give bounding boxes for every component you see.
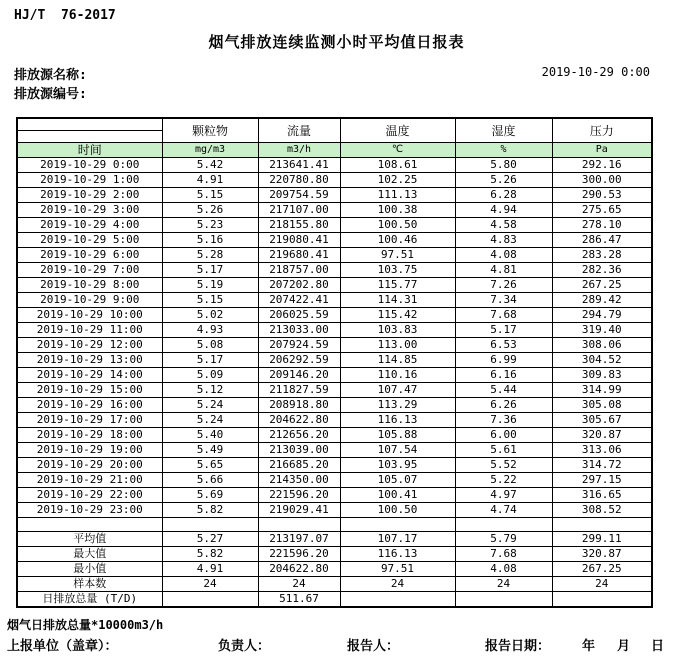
value-cell: 207924.59 — [258, 338, 340, 353]
value-cell: 282.36 — [552, 263, 652, 278]
value-cell: 4.74 — [455, 503, 552, 518]
empty-cell — [552, 518, 652, 532]
unit-cell: mg/m3 — [162, 143, 258, 158]
table-row — [17, 368, 652, 383]
table-row — [17, 293, 652, 308]
footnote: 烟气日排放总量*10000m3/h — [7, 618, 164, 632]
value-cell: 5.40 — [162, 428, 258, 443]
value-cell: 4.93 — [162, 323, 258, 338]
table-row — [17, 532, 652, 547]
value-cell: 102.25 — [340, 173, 455, 188]
time-cell: 2019-10-29 21:00 — [17, 473, 162, 488]
value-cell: 105.07 — [340, 473, 455, 488]
value-cell: 24 — [455, 577, 552, 592]
table-row — [17, 443, 652, 458]
report-datetime: 2019-10-29 0:00 — [541, 65, 650, 79]
report-date-label: 报告日期： — [485, 639, 551, 654]
time-cell: 2019-10-29 19:00 — [17, 443, 162, 458]
value-cell: 4.08 — [455, 248, 552, 263]
table-row — [17, 428, 652, 443]
value-cell: 5.17 — [455, 323, 552, 338]
value-cell: 5.24 — [162, 398, 258, 413]
value-cell: 7.68 — [455, 308, 552, 323]
value-cell: 103.75 — [340, 263, 455, 278]
value-cell: 299.11 — [552, 532, 652, 547]
table-row — [17, 413, 652, 428]
spacer-section — [17, 518, 652, 532]
value-cell: 5.24 — [162, 413, 258, 428]
table-row — [17, 503, 652, 518]
table-row — [17, 173, 652, 188]
value-cell: 103.95 — [340, 458, 455, 473]
value-cell: 308.06 — [552, 338, 652, 353]
value-cell: 212656.20 — [258, 428, 340, 443]
time-cell: 2019-10-29 22:00 — [17, 488, 162, 503]
value-cell: 5.15 — [162, 188, 258, 203]
value-cell: 5.08 — [162, 338, 258, 353]
value-cell: 292.16 — [552, 158, 652, 173]
value-cell: 209754.59 — [258, 188, 340, 203]
value-cell: 4.91 — [162, 562, 258, 577]
value-cell: 100.38 — [340, 203, 455, 218]
time-cell: 2019-10-29 6:00 — [17, 248, 162, 263]
value-cell: 221596.20 — [258, 488, 340, 503]
empty-cell — [17, 118, 162, 131]
value-cell: 220780.80 — [258, 173, 340, 188]
value-cell: 5.16 — [162, 233, 258, 248]
value-cell: 5.61 — [455, 443, 552, 458]
value-cell: 221596.20 — [258, 547, 340, 562]
value-cell: 113.00 — [340, 338, 455, 353]
value-cell: 115.42 — [340, 308, 455, 323]
value-cell: 219680.41 — [258, 248, 340, 263]
value-cell: 7.26 — [455, 278, 552, 293]
value-cell: 300.00 — [552, 173, 652, 188]
value-cell: 5.17 — [162, 263, 258, 278]
value-cell: 5.26 — [455, 173, 552, 188]
empty-cell — [162, 518, 258, 532]
table-row — [17, 308, 652, 323]
value-cell: 217107.00 — [258, 203, 340, 218]
time-cell: 2019-10-29 15:00 — [17, 383, 162, 398]
value-cell: 24 — [340, 577, 455, 592]
data-rows — [17, 158, 652, 518]
value-cell: 511.67 — [258, 592, 340, 608]
value-cell: 5.15 — [162, 293, 258, 308]
source-name-label: 排放源名称: — [14, 68, 87, 83]
value-cell: 213039.00 — [258, 443, 340, 458]
time-cell: 2019-10-29 12:00 — [17, 338, 162, 353]
value-cell: 5.28 — [162, 248, 258, 263]
value-cell: 7.36 — [455, 413, 552, 428]
unit-cell: Pa — [552, 143, 652, 158]
table-row — [17, 338, 652, 353]
summary-rows — [17, 532, 652, 608]
value-cell: 4.81 — [455, 263, 552, 278]
column-header-flow: 流量 — [258, 118, 340, 143]
time-cell: 2019-10-29 10:00 — [17, 308, 162, 323]
value-cell: 5.26 — [162, 203, 258, 218]
time-cell: 2019-10-29 0:00 — [17, 158, 162, 173]
value-cell: 4.94 — [455, 203, 552, 218]
empty-cell — [258, 518, 340, 532]
value-cell: 297.15 — [552, 473, 652, 488]
value-cell: 5.82 — [162, 547, 258, 562]
table-row — [17, 203, 652, 218]
value-cell: 207202.80 — [258, 278, 340, 293]
time-cell: 2019-10-29 23:00 — [17, 503, 162, 518]
value-cell: 4.97 — [455, 488, 552, 503]
value-cell — [162, 592, 258, 608]
time-cell: 2019-10-29 11:00 — [17, 323, 162, 338]
value-cell: 114.31 — [340, 293, 455, 308]
value-cell: 24 — [552, 577, 652, 592]
value-cell: 24 — [162, 577, 258, 592]
summary-label-cell: 日排放总量 (T/D) — [17, 592, 162, 608]
value-cell: 219029.41 — [258, 503, 340, 518]
value-cell: 204622.80 — [258, 562, 340, 577]
value-cell: 7.34 — [455, 293, 552, 308]
value-cell: 213197.07 — [258, 532, 340, 547]
unit-cell: m3/h — [258, 143, 340, 158]
value-cell: 5.19 — [162, 278, 258, 293]
value-cell: 305.08 — [552, 398, 652, 413]
value-cell: 211827.59 — [258, 383, 340, 398]
value-cell: 304.52 — [552, 353, 652, 368]
value-cell: 309.83 — [552, 368, 652, 383]
value-cell: 218155.80 — [258, 218, 340, 233]
time-cell: 2019-10-29 14:00 — [17, 368, 162, 383]
value-cell: 267.25 — [552, 562, 652, 577]
value-cell: 5.66 — [162, 473, 258, 488]
value-cell: 4.58 — [455, 218, 552, 233]
table-row — [17, 263, 652, 278]
value-cell: 4.08 — [455, 562, 552, 577]
value-cell: 6.26 — [455, 398, 552, 413]
value-cell: 294.79 — [552, 308, 652, 323]
value-cell: 213033.00 — [258, 323, 340, 338]
value-cell: 97.51 — [340, 562, 455, 577]
page-title: 烟气排放连续监测小时平均值日报表 — [208, 33, 465, 51]
units-row — [17, 143, 652, 158]
value-cell: 5.23 — [162, 218, 258, 233]
value-cell: 314.72 — [552, 458, 652, 473]
value-cell: 7.68 — [455, 547, 552, 562]
value-cell: 214350.00 — [258, 473, 340, 488]
column-header-temperature: 温度 — [340, 118, 455, 143]
value-cell: 5.65 — [162, 458, 258, 473]
value-cell: 316.65 — [552, 488, 652, 503]
monitoring-table — [16, 117, 653, 608]
summary-label-cell: 平均值 — [17, 532, 162, 547]
value-cell: 4.91 — [162, 173, 258, 188]
time-cell: 2019-10-29 9:00 — [17, 293, 162, 308]
value-cell: 213641.41 — [258, 158, 340, 173]
value-cell: 6.53 — [455, 338, 552, 353]
value-cell: 267.25 — [552, 278, 652, 293]
value-cell: 5.79 — [455, 532, 552, 547]
column-header-humidity: 湿度 — [455, 118, 552, 143]
value-cell: 5.02 — [162, 308, 258, 323]
column-header-pressure: 压力 — [552, 118, 652, 143]
day-label: 日 — [651, 639, 665, 654]
value-cell: 6.28 — [455, 188, 552, 203]
table-row — [17, 547, 652, 562]
value-cell: 100.41 — [340, 488, 455, 503]
value-cell: 204622.80 — [258, 413, 340, 428]
value-cell: 100.50 — [340, 503, 455, 518]
value-cell: 305.67 — [552, 413, 652, 428]
value-cell: 6.99 — [455, 353, 552, 368]
time-cell: 2019-10-29 18:00 — [17, 428, 162, 443]
time-cell: 2019-10-29 17:00 — [17, 413, 162, 428]
time-cell: 2019-10-29 20:00 — [17, 458, 162, 473]
value-cell: 5.27 — [162, 532, 258, 547]
value-cell: 289.42 — [552, 293, 652, 308]
time-cell: 2019-10-29 3:00 — [17, 203, 162, 218]
value-cell: 275.65 — [552, 203, 652, 218]
year-label: 年 — [582, 639, 596, 654]
value-cell: 209146.20 — [258, 368, 340, 383]
table-row — [17, 233, 652, 248]
time-cell: 2019-10-29 1:00 — [17, 173, 162, 188]
value-cell: 116.13 — [340, 413, 455, 428]
value-cell: 113.29 — [340, 398, 455, 413]
responsible-person-label: 负责人： — [218, 639, 271, 654]
value-cell: 107.47 — [340, 383, 455, 398]
value-cell: 115.77 — [340, 278, 455, 293]
value-cell: 5.17 — [162, 353, 258, 368]
summary-label-cell: 样本数 — [17, 577, 162, 592]
spacer-row — [17, 518, 652, 532]
value-cell: 208918.80 — [258, 398, 340, 413]
table-row — [17, 383, 652, 398]
value-cell: 5.80 — [455, 158, 552, 173]
value-cell: 219080.41 — [258, 233, 340, 248]
time-cell: 2019-10-29 5:00 — [17, 233, 162, 248]
empty-cell — [17, 518, 162, 532]
value-cell — [552, 592, 652, 608]
table-row — [17, 488, 652, 503]
value-cell: 100.46 — [340, 233, 455, 248]
value-cell: 283.28 — [552, 248, 652, 263]
value-cell: 206025.59 — [258, 308, 340, 323]
value-cell: 116.13 — [340, 547, 455, 562]
table-row — [17, 562, 652, 577]
empty-cell — [340, 518, 455, 532]
time-cell: 2019-10-29 7:00 — [17, 263, 162, 278]
value-cell: 107.17 — [340, 532, 455, 547]
value-cell: 103.83 — [340, 323, 455, 338]
value-cell: 5.52 — [455, 458, 552, 473]
value-cell: 314.99 — [552, 383, 652, 398]
value-cell: 5.69 — [162, 488, 258, 503]
unit-cell: ℃ — [340, 143, 455, 158]
value-cell: 5.49 — [162, 443, 258, 458]
value-cell: 105.88 — [340, 428, 455, 443]
reporter-label: 报告人： — [347, 639, 400, 654]
summary-label-cell: 最小值 — [17, 562, 162, 577]
value-cell: 308.52 — [552, 503, 652, 518]
table-row — [17, 188, 652, 203]
value-cell: 4.83 — [455, 233, 552, 248]
table-row — [17, 458, 652, 473]
value-cell: 216685.20 — [258, 458, 340, 473]
value-cell: 319.40 — [552, 323, 652, 338]
header-row-top — [17, 118, 652, 131]
value-cell: 6.00 — [455, 428, 552, 443]
value-cell: 107.54 — [340, 443, 455, 458]
table-row — [17, 323, 652, 338]
value-cell — [455, 592, 552, 608]
value-cell: 5.82 — [162, 503, 258, 518]
value-cell: 5.44 — [455, 383, 552, 398]
time-cell: 2019-10-29 16:00 — [17, 398, 162, 413]
value-cell — [340, 592, 455, 608]
value-cell: 286.47 — [552, 233, 652, 248]
summary-label-cell: 最大值 — [17, 547, 162, 562]
empty-cell — [455, 518, 552, 532]
value-cell: 290.53 — [552, 188, 652, 203]
value-cell: 5.22 — [455, 473, 552, 488]
value-cell: 97.51 — [340, 248, 455, 263]
value-cell: 114.85 — [340, 353, 455, 368]
time-cell: 2019-10-29 2:00 — [17, 188, 162, 203]
value-cell: 320.87 — [552, 547, 652, 562]
value-cell: 5.09 — [162, 368, 258, 383]
value-cell: 100.50 — [340, 218, 455, 233]
column-header-particulate: 颗粒物 — [162, 118, 258, 143]
table-row — [17, 248, 652, 263]
empty-cell — [17, 131, 162, 143]
table-row — [17, 473, 652, 488]
table-row — [17, 592, 652, 608]
time-cell: 2019-10-29 8:00 — [17, 278, 162, 293]
value-cell: 5.42 — [162, 158, 258, 173]
value-cell: 110.16 — [340, 368, 455, 383]
standard-number: HJ/T 76-2017 — [14, 8, 116, 23]
value-cell: 206292.59 — [258, 353, 340, 368]
value-cell: 313.06 — [552, 443, 652, 458]
table-row — [17, 398, 652, 413]
value-cell: 207422.41 — [258, 293, 340, 308]
table-row — [17, 577, 652, 592]
table-row — [17, 353, 652, 368]
value-cell: 6.16 — [455, 368, 552, 383]
value-cell: 24 — [258, 577, 340, 592]
time-cell: 2019-10-29 13:00 — [17, 353, 162, 368]
value-cell: 218757.00 — [258, 263, 340, 278]
value-cell: 5.12 — [162, 383, 258, 398]
unit-cell: % — [455, 143, 552, 158]
time-header-cell: 时间 — [17, 143, 162, 158]
value-cell: 108.61 — [340, 158, 455, 173]
value-cell: 320.87 — [552, 428, 652, 443]
table-row — [17, 218, 652, 233]
reporting-unit-label: 上报单位（盖章）： — [7, 639, 118, 654]
time-cell: 2019-10-29 4:00 — [17, 218, 162, 233]
value-cell: 111.13 — [340, 188, 455, 203]
source-id-label: 排放源编号: — [14, 87, 87, 102]
table-row — [17, 158, 652, 173]
value-cell: 278.10 — [552, 218, 652, 233]
month-label: 月 — [617, 639, 631, 654]
table-row — [17, 278, 652, 293]
